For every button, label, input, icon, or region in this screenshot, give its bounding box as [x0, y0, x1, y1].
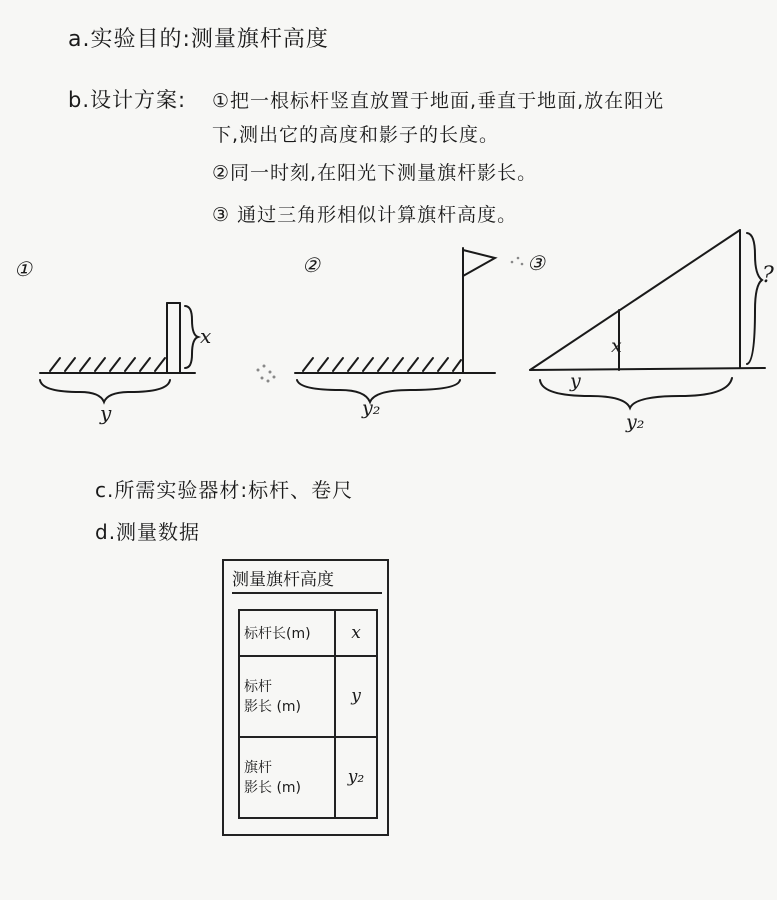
smudge-dots: [257, 257, 524, 383]
row-label: 标杆 影长 (m): [239, 656, 335, 737]
design-step-1-cont: 下,测出它的高度和影子的长度。: [212, 124, 500, 146]
measurement-table: [238, 609, 378, 819]
d1-index: ①: [14, 257, 32, 281]
ground-hatch-1: [50, 358, 165, 371]
diagram-1: [40, 303, 198, 402]
equipment-line: c.所需实验器材:标杆、卷尺: [95, 478, 354, 502]
aim-line: a.实验目的:测量旗杆高度: [68, 27, 329, 52]
data-heading: d.测量数据: [95, 520, 201, 544]
row-label: 旗杆 影长 (m): [239, 737, 335, 818]
d2-index: ②: [302, 253, 320, 277]
data-card: [222, 559, 389, 836]
d3-big-shadow-label: y₂: [626, 411, 645, 433]
d3-index: ③: [527, 251, 545, 275]
d3-unknown-label: ?: [762, 263, 774, 288]
d1-height-label: x: [200, 324, 212, 348]
row-label: 标杆长(m): [239, 610, 335, 656]
d3-small-height-label: x: [611, 335, 622, 357]
table-title: 测量旗杆高度: [232, 565, 382, 594]
table-row: [239, 610, 377, 656]
ground-hatch-2: [303, 358, 461, 371]
design-step-3: ③ 通过三角形相似计算旗杆高度。: [212, 204, 518, 226]
table-row: [239, 737, 377, 818]
diagram-2: [295, 248, 495, 402]
design-step-2: ②同一时刻,在阳光下测量旗杆影长。: [212, 162, 538, 184]
table-row: [239, 656, 377, 737]
row-value: y: [335, 656, 377, 737]
design-step-1: ①把一根标杆竖直放置于地面,垂直于地面,放在阳光: [212, 90, 665, 112]
diagram-3: [530, 230, 765, 408]
d3-small-shadow-label: y: [570, 370, 581, 392]
row-value: x: [335, 610, 377, 656]
row-value: y₂: [335, 737, 377, 818]
d2-shadow-label: y₂: [362, 397, 381, 419]
design-label: b.设计方案:: [68, 88, 187, 112]
d1-shadow-label: y: [100, 401, 112, 425]
